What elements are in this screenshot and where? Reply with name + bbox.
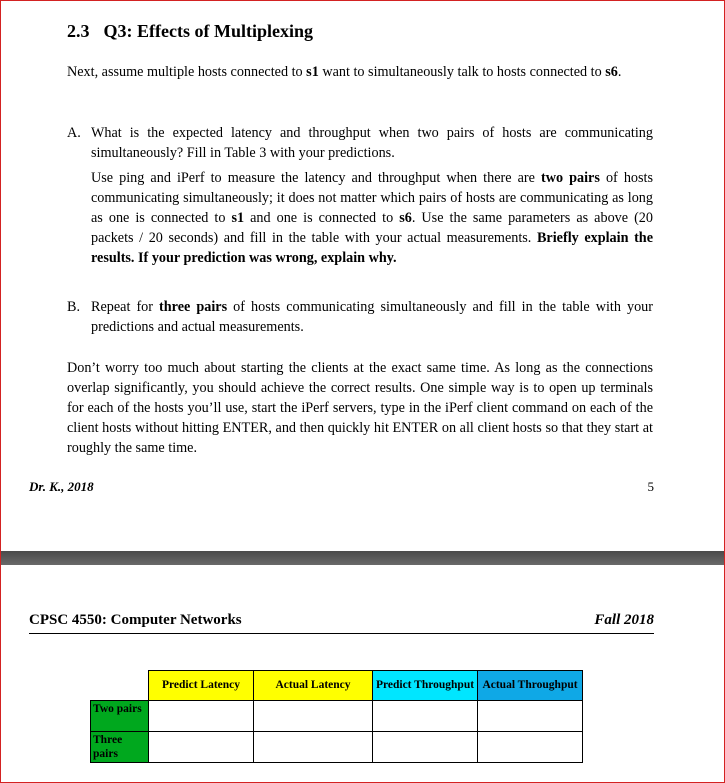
table-corner-cell — [91, 671, 149, 701]
cell-two-predict-throughput[interactable] — [373, 701, 478, 732]
intro-switch-s1: s1 — [306, 64, 319, 80]
qb-bold-three-pairs: three pairs — [159, 299, 228, 315]
question-b-label: B. — [67, 299, 81, 315]
qa-text-1: Use ping and iPerf to measure the latency and throughput when there are — [91, 170, 541, 186]
section-heading — [67, 21, 313, 42]
intro-paragraph — [67, 62, 653, 82]
cell-three-actual-latency[interactable] — [254, 732, 373, 763]
intro-text-2: want to simultaneously talk to hosts connected to — [318, 64, 606, 80]
qa-text-2: of hosts communicating simultaneously; it does not matter which pairs of hosts are communicating as long as one is connected to — [91, 170, 653, 226]
qa-bold-s6: s6 — [399, 210, 412, 226]
cell-two-actual-throughput[interactable] — [478, 701, 583, 732]
cell-three-predict-throughput[interactable] — [373, 732, 478, 763]
row-label-two-pairs: Two pairs — [91, 701, 149, 732]
intro-text-1: Next, assume multiple hosts connected to — [67, 64, 307, 80]
col-actual-throughput: Actual Throughput — [478, 671, 583, 701]
question-a-label: A. — [67, 125, 81, 141]
question-a — [67, 123, 653, 268]
qa-bold-explain: Briefly explain the results. If your prediction was wrong, explain why. — [91, 230, 653, 266]
cell-two-actual-latency[interactable] — [254, 701, 373, 732]
qb-text-1: Repeat for — [91, 299, 160, 315]
question-a-text: What is the expected latency and throughput when two pairs of hosts are communicating simultaneously? Fill in Table 3 with your predictions. — [91, 125, 653, 161]
qa-text-4: . Use the same parameters as above (20 packets / 20 seconds) and fill in the table with your actual measurements. — [91, 210, 653, 246]
table-row — [91, 701, 583, 732]
results-table — [90, 670, 583, 763]
section-title: Q3: Effects of Multiplexing — [103, 21, 313, 41]
question-a-instructions — [91, 168, 653, 268]
page-separator — [1, 551, 724, 565]
header-rule — [29, 633, 654, 634]
col-actual-latency: Actual Latency — [254, 671, 373, 701]
table-row — [91, 732, 583, 763]
footer-author: Dr. K., 2018 — [29, 479, 94, 494]
col-predict-latency: Predict Latency — [149, 671, 254, 701]
col-predict-throughput: Predict Throughput — [373, 671, 478, 701]
timing-note-paragraph: Don’t worry too much about starting the clients at the exact same time. As long as the connections overlap significantly, you should achieve the correct results. One simple way is to open up terminals for each of the hosts you’ll use, start the iPerf servers, type in the iPerf client command on each of the client hosts without hitting ENTER, and then quickly hit ENTER on all client hosts so that they start at roughly the same time. — [67, 360, 653, 456]
table-header-row — [91, 671, 583, 701]
cell-two-predict-latency[interactable] — [149, 701, 254, 732]
course-title: CPSC 4550: Computer Networks — [29, 612, 242, 628]
qa-text-3: and one is connected to — [244, 210, 400, 226]
page-number: 5 — [647, 479, 654, 494]
intro-switch-s6: s6 — [605, 64, 618, 80]
term-label: Fall 2018 — [594, 612, 654, 628]
qa-bold-two-pairs: two pairs — [540, 170, 600, 186]
qa-bold-s1: s1 — [231, 210, 245, 226]
question-b — [67, 297, 653, 337]
page-6 — [1, 565, 724, 782]
question-b-text — [91, 297, 653, 337]
section-number: 2.3 — [67, 21, 90, 41]
cell-three-predict-latency[interactable] — [149, 732, 254, 763]
row-label-three-pairs: Three pairs — [91, 732, 149, 763]
qb-text-2: of hosts communicating simultaneously and fill in the table with your predictions and actual measurements. — [91, 299, 654, 335]
cell-three-actual-throughput[interactable] — [478, 732, 583, 763]
intro-text-3: . — [617, 64, 622, 80]
page-5 — [1, 1, 724, 551]
